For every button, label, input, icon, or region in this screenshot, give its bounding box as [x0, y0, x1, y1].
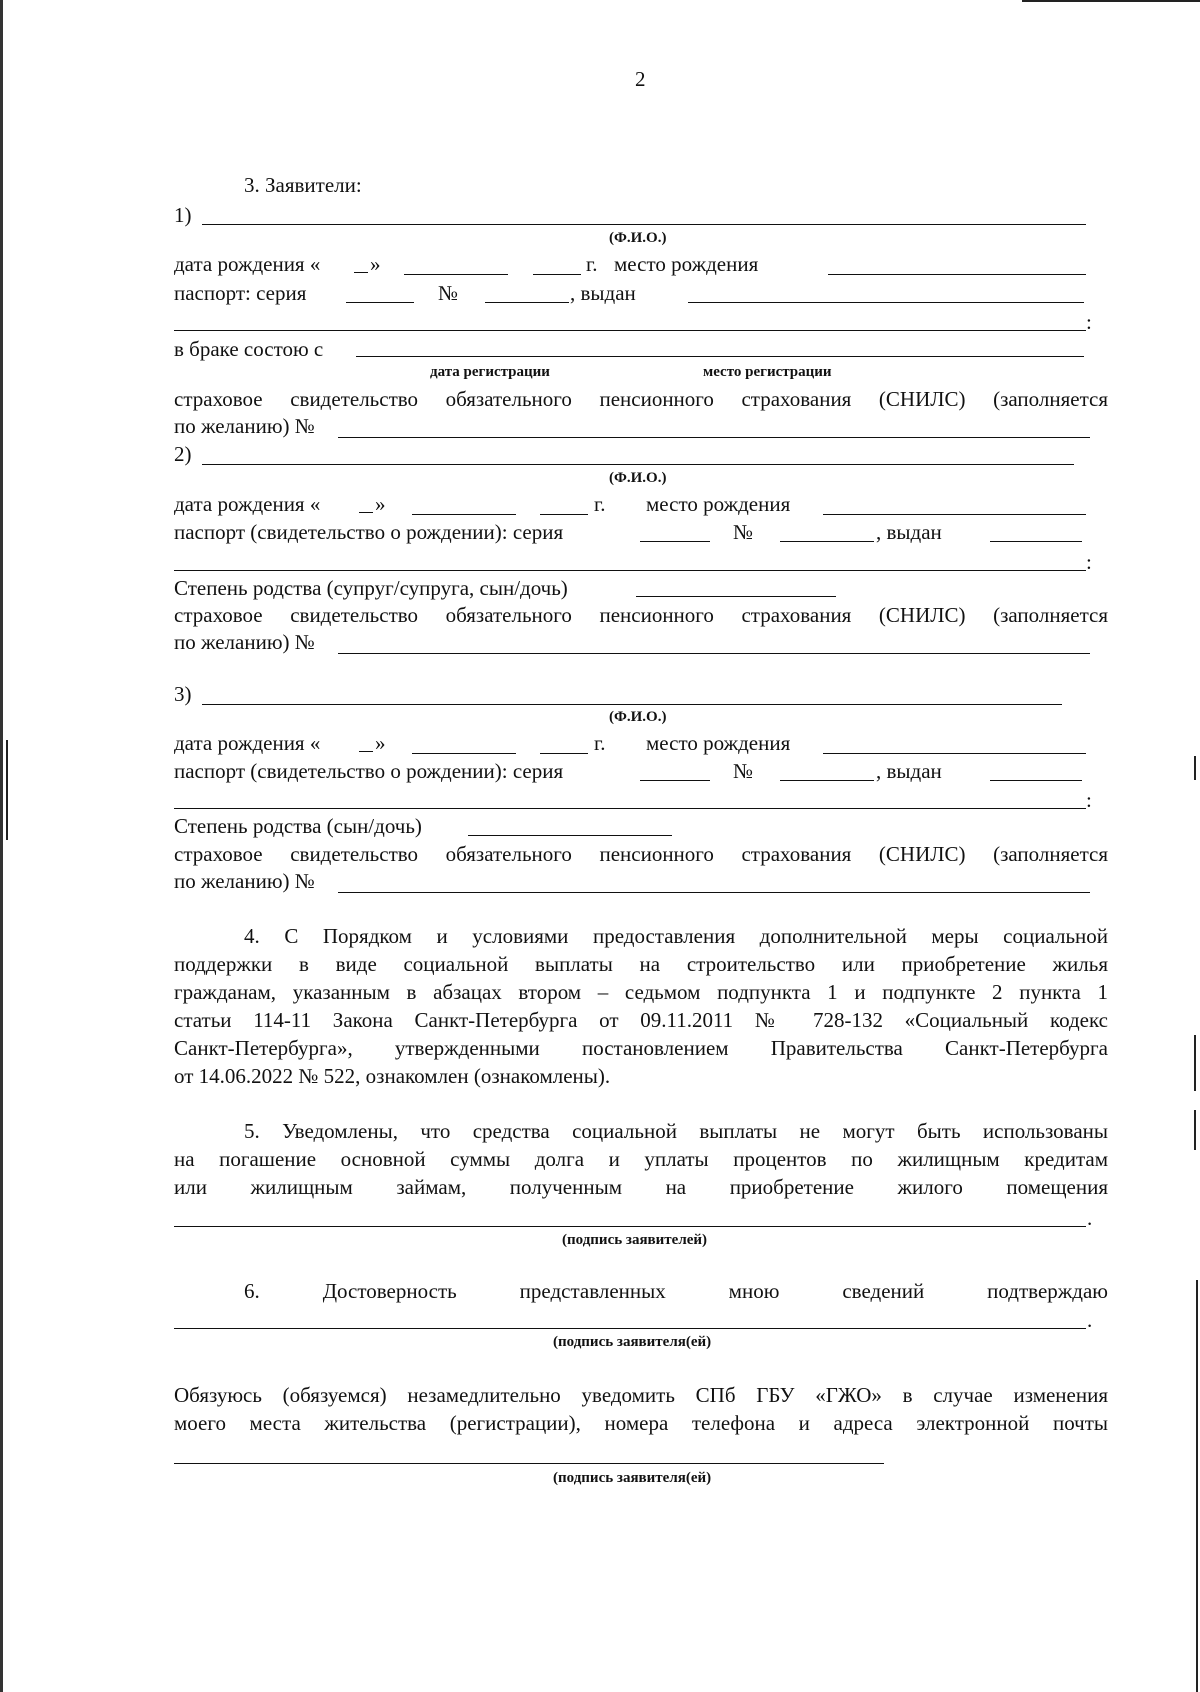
passport-series-field[interactable] [346, 302, 414, 303]
colon: : [1086, 310, 1092, 334]
snils-text: страховое свидетельство обязательного пенсионного страхования (СНИЛС) (заполняется [174, 842, 1108, 866]
scan-right-edge-mark [1194, 756, 1196, 780]
signature-field[interactable] [174, 1226, 1086, 1227]
snils-label: по желанию) № [174, 869, 315, 893]
number-sign: № [733, 520, 754, 544]
issued-by-field-continued[interactable] [174, 808, 1086, 809]
kinship-label: Степень родства (супруг/супруга, сын/дочь) [174, 576, 568, 600]
paragraph-line: гражданам, указанным в абзацах втором – седьмом подпункта 1 и подпункте 2 пункта 1 [174, 980, 1108, 1004]
kinship-field[interactable] [636, 596, 836, 597]
section3-heading: 3. Заявители: [244, 173, 362, 197]
fio-caption: (Ф.И.О.) [609, 470, 667, 486]
year-suffix: г. [594, 492, 606, 516]
year-suffix: г. [594, 731, 606, 755]
quote-close: » [370, 252, 381, 276]
quote-close: » [375, 731, 386, 755]
snils-field[interactable] [338, 653, 1090, 654]
paragraph-line: от 14.06.2022 № 522, ознакомлен (ознакомлены). [174, 1064, 611, 1088]
page-number: 2 [635, 67, 646, 91]
signature-field[interactable] [174, 1328, 1086, 1329]
birth-day-field[interactable] [354, 272, 368, 273]
kinship-field[interactable] [468, 835, 672, 836]
birth-month-field[interactable] [412, 753, 516, 754]
passport-number-field[interactable] [485, 302, 569, 303]
colon: : [1086, 550, 1092, 574]
signature-caption: (подпись заявителей) [562, 1232, 708, 1248]
fio-field[interactable] [202, 704, 1062, 705]
snils-text: страховое свидетельство обязательного пенсионного страхования (СНИЛС) (заполняется [174, 603, 1108, 627]
birth-place-field[interactable] [828, 274, 1086, 275]
kinship-label: Степень родства (сын/дочь) [174, 814, 422, 838]
birth-year-field[interactable] [533, 274, 581, 275]
signature-end: . [1087, 1308, 1093, 1332]
birth-date-label: дата рождения « [174, 731, 321, 755]
issued-label: , выдан [876, 759, 942, 783]
reg-date-caption: дата регистрации [430, 364, 550, 380]
year-suffix: г. [586, 252, 598, 276]
paragraph-line: статьи 114-11 Закона Санкт-Петербурга от 09.11.2011 № 728-132 «Социальный кодекс [174, 1008, 1108, 1032]
issued-by-field[interactable] [990, 541, 1082, 542]
fio-field[interactable] [202, 464, 1074, 465]
scan-left-edge [0, 0, 3, 1692]
scan-right-edge-mark [1196, 1280, 1198, 1692]
issued-by-field[interactable] [688, 302, 1084, 303]
quote-close: » [375, 492, 386, 516]
paragraph-line: на погашение основной суммы долга и уплаты процентов по жилищным кредитам [174, 1147, 1108, 1171]
paragraph-line: моего места жительства (регистрации), номера телефона и адреса электронной почты [174, 1411, 1108, 1435]
marriage-date-field[interactable] [356, 356, 638, 357]
birth-year-field[interactable] [540, 514, 588, 515]
snils-text: страховое свидетельство обязательного пенсионного страхования (СНИЛС) (заполняется [174, 387, 1108, 411]
passport-series-field[interactable] [640, 780, 710, 781]
birth-date-label: дата рождения « [174, 252, 321, 276]
birth-date-label: дата рождения « [174, 492, 321, 516]
passport-label: паспорт (свидетельство о рождении): серия [174, 759, 564, 783]
birth-month-field[interactable] [404, 274, 508, 275]
snils-label: по желанию) № [174, 414, 315, 438]
reg-place-caption: место регистрации [703, 364, 832, 380]
scan-right-edge-mark [1194, 1110, 1196, 1150]
signature-end: . [1087, 1206, 1093, 1230]
birth-place-field[interactable] [823, 514, 1086, 515]
passport-label: паспорт: серия [174, 281, 307, 305]
fio-field[interactable] [202, 224, 1086, 225]
passport-number-field[interactable] [780, 780, 874, 781]
scan-right-edge-mark [1194, 1035, 1196, 1091]
signature-field[interactable] [174, 1463, 884, 1464]
colon: : [1086, 788, 1092, 812]
paragraph-line: Обязуюсь (обязуемся) незамедлительно уведомить СПб ГБУ «ГЖО» в случае изменения [174, 1383, 1108, 1407]
snils-label: по желанию) № [174, 630, 315, 654]
paragraph-line: или жилищным займам, полученным на приобретение жилого помещения [174, 1175, 1108, 1199]
birth-place-label: место рождения [614, 252, 759, 276]
issued-label: , выдан [876, 520, 942, 544]
birth-month-field[interactable] [412, 514, 516, 515]
birth-place-field[interactable] [823, 753, 1086, 754]
paragraph-line: Санкт-Петербурга», утвержденными постановлением Правительства Санкт-Петербурга [174, 1036, 1108, 1060]
paragraph-line: 5. Уведомлены, что средства социальной выплаты не могут быть использованы [244, 1119, 1108, 1143]
birth-day-field[interactable] [359, 751, 373, 752]
applicant-index: 3) [174, 682, 192, 706]
passport-series-field[interactable] [640, 541, 710, 542]
birth-place-label: место рождения [646, 492, 791, 516]
marriage-place-field[interactable] [638, 356, 1084, 357]
applicant-index: 1) [174, 203, 192, 227]
issued-label: , выдан [570, 281, 636, 305]
applicant-index: 2) [174, 442, 192, 466]
paragraph-line: 4. С Порядком и условиями предоставления дополнительной меры социальной [244, 924, 1108, 948]
issued-by-field-continued[interactable] [174, 570, 1086, 571]
issued-by-field-continued[interactable] [174, 330, 1086, 331]
signature-caption: (подпись заявителя(ей) [553, 1470, 712, 1486]
snils-field[interactable] [338, 892, 1090, 893]
scan-left-edge-mark [6, 740, 8, 840]
number-sign: № [438, 281, 459, 305]
paragraph-line: 6. Достоверность представленных мною сведений подтверждаю [244, 1279, 1108, 1303]
fio-caption: (Ф.И.О.) [609, 709, 667, 725]
fio-caption: (Ф.И.О.) [609, 230, 667, 246]
signature-caption: (подпись заявителя(ей) [553, 1334, 712, 1350]
birth-year-field[interactable] [540, 753, 588, 754]
scan-top-right-line [1022, 0, 1200, 2]
birth-day-field[interactable] [359, 512, 373, 513]
snils-field[interactable] [338, 437, 1090, 438]
passport-number-field[interactable] [780, 541, 874, 542]
number-sign: № [733, 759, 754, 783]
passport-label: паспорт (свидетельство о рождении): серия [174, 520, 564, 544]
birth-place-label: место рождения [646, 731, 791, 755]
issued-by-field[interactable] [990, 780, 1082, 781]
paragraph-line: поддержки в виде социальной выплаты на строительство или приобретение жилья [174, 952, 1108, 976]
marriage-label: в браке состою с [174, 337, 324, 361]
